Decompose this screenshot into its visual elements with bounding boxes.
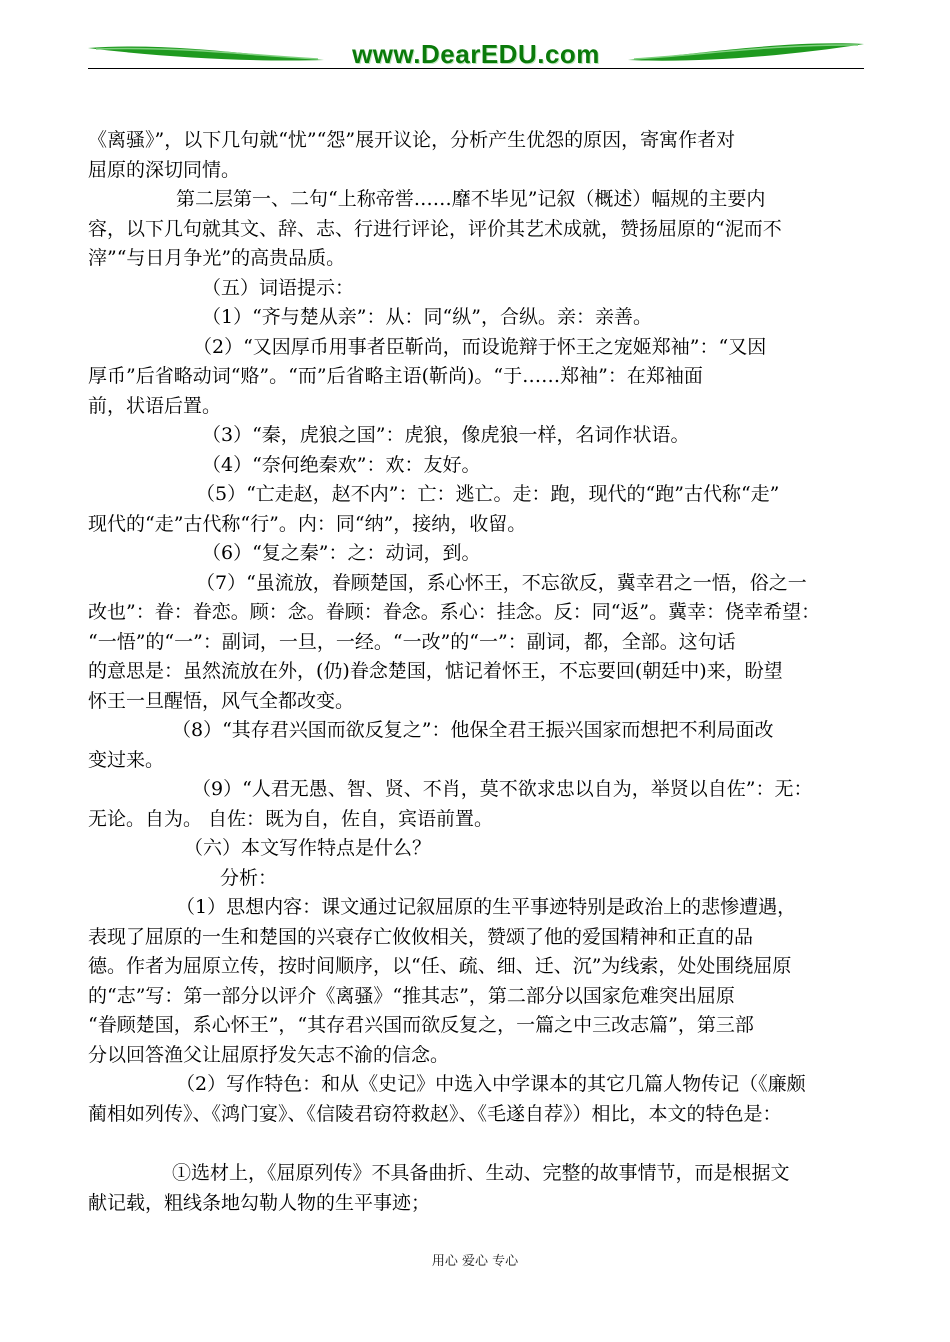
text-line: （2）写作特色：和从《史记》中选入中学课本的其它几篇人物传记（《廉颇 bbox=[176, 1073, 806, 1095]
document-body bbox=[88, 126, 864, 1218]
text-line: （8）“其存君兴国而欲反复之”：他保全君王振兴国家而想把不利局面改 bbox=[172, 719, 774, 741]
text-line: 的“志”写：第一部分以评介《离骚》“推其志”，第二部分以国家危难突出屈原 bbox=[88, 984, 735, 1007]
site-logo[interactable]: www.DearEDU.com bbox=[352, 39, 600, 69]
text-line: （4）“奈何绝秦欢”：欢：友好。 bbox=[202, 453, 481, 476]
text-line: 怀王一旦醒悟，风气全都改变。 bbox=[88, 689, 355, 712]
text-line: 德。作者为屈原立传，按时间顺序，以“任、疏、细、迁、沉”为线索，处处围绕屈原 bbox=[88, 955, 792, 977]
page-footer: 用心 爱心 专心 bbox=[431, 1254, 519, 1269]
text-line: 的意思是：虽然流放在外，(仍)眷念楚国，惦记着怀王，不忘要回(朝廷中)来，盼望 bbox=[88, 660, 783, 682]
text-line: 《离骚》”，以下几句就“忧”“怨”展开议论，分析产生优怨的原因，寄寓作者对 bbox=[88, 129, 736, 151]
text-line: （五）词语提示： bbox=[202, 276, 355, 299]
text-line: （3）“秦，虎狼之国”：虎狼，像虎狼一样，名词作状语。 bbox=[202, 424, 690, 446]
text-line: 第二层第一、二句“上称帝喾……靡不毕见”记叙（概述）幅规的主要内 bbox=[176, 188, 766, 210]
text-line: “眷顾楚国，系心怀王”，“其存君兴国而欲反复之，一篇之中三改志篇”，第三部 bbox=[88, 1014, 754, 1036]
text-line: （7）“虽流放，眷顾楚国，系心怀王，不忘欲反，冀幸君之一悟，俗之一 bbox=[196, 571, 807, 594]
text-line: 滓”“与日月争光”的高贵品质。 bbox=[88, 247, 346, 269]
text-line: 分以回答渔父让屈原抒发矢志不渝的信念。 bbox=[88, 1043, 450, 1066]
header-divider bbox=[88, 68, 864, 69]
text-line: ①选材上，《屈原列传》不具备曲折、生动、完整的故事情节，而是根据文 bbox=[172, 1162, 790, 1184]
text-line: 献记载，粗线条地勾勒人物的生平事迹； bbox=[88, 1191, 431, 1214]
text-line: 无论。自为。 自佐：既为自，佐自，宾语前置。 bbox=[88, 807, 494, 830]
text-line: 现代的“走”古代称“行”。内：同“纳”，接纳，收留。 bbox=[88, 512, 527, 535]
text-line: 表现了屈原的一生和楚国的兴衰存亡攸攸相关，赞颂了他的爱国精神和正直的品 bbox=[88, 925, 754, 948]
text-line: （6）“复之秦”：之：动词，到。 bbox=[202, 542, 481, 564]
text-line: 厚币”后省略动词“赂”。“而”后省略主语(靳尚)。“于……郑袖”：在郑袖面 bbox=[88, 365, 703, 387]
text-line: “一悟”的“一”：副词，一旦，一经。“一改”的“一”：副词，都，全部。这句话 bbox=[88, 630, 736, 653]
text-line: （9）“人君无愚、智、贤、不肖，莫不欲求忠以自为，举贤以自佐”：无： bbox=[192, 778, 813, 800]
text-line: （1）“齐与楚从亲”：从：同“纵”，合纵。亲：亲善。 bbox=[202, 306, 652, 328]
text-line: 变过来。 bbox=[88, 748, 165, 771]
text-line: 屈原的深切同情。 bbox=[88, 158, 241, 181]
text-line: 前，状语后置。 bbox=[88, 394, 222, 417]
text-line: 蔺相如列传》、《鸿门宴》、《信陵君窃符救赵》、《毛遂自荐》）相比，本文的特色是： bbox=[88, 1102, 782, 1125]
site-header bbox=[88, 36, 864, 72]
text-line: （2）“又因厚币用事者臣靳尚，而设诡辩于怀王之宠姬郑袖”：“又因 bbox=[193, 335, 767, 358]
text-line: （1）思想内容：课文通过记叙屈原的生平事迹特别是政治上的悲惨遭遇， bbox=[176, 896, 797, 918]
text-line: 改也”：眷：眷恋。顾：念。眷顾：眷念。系心：挂念。反：同“返”。冀幸：侥幸希望： bbox=[88, 601, 821, 623]
text-line: （5）“亡走赵，赵不内”：亡：逃亡。走：跑，现代的“跑”古代称“走” bbox=[196, 483, 780, 505]
text-line: （六）本文写作特点是什么？ bbox=[184, 837, 432, 859]
text-line: 分析： bbox=[220, 866, 278, 889]
text-line: 容，以下几句就其文、辞、志、行进行评论，评价其艺术成就，赞扬屈原的“泥而不 bbox=[88, 217, 782, 240]
paragraph-gap bbox=[88, 1129, 864, 1159]
